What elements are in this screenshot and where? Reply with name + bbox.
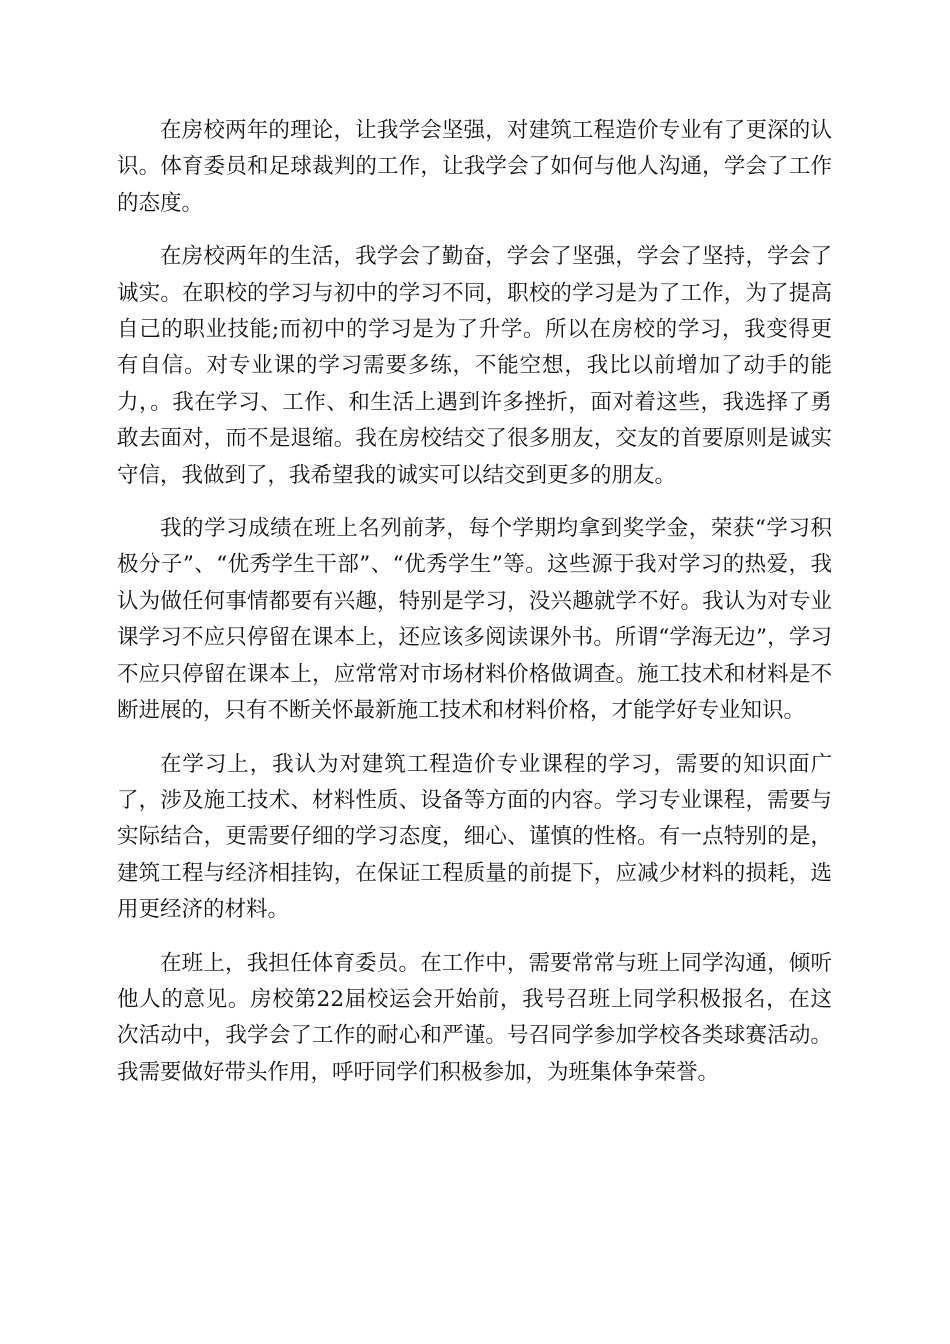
paragraph-5: 在班上，我担任体育委员。在工作中，需要常常与班上同学沟通，倾听他人的意见。房校第22届校运会开始前，我号召班上同学积极报名，在这次活动中，我学会了工作的耐心和严谨。号召同学参加学校各类球赛活动。我需要做好带头作用，呼吁同学们积极参加，为班集体争荣誉。	[117, 950, 832, 1085]
document-body	[117, 113, 832, 1108]
paragraph-2: 在房校两年的生活，我学会了勤奋，学会了坚强，学会了坚持，学会了诚实。在职校的学习与初中的学习不同，职校的学习是为了工作，为了提高自己的职业技能;而初中的学习是为了升学。所以在房校的学习，我变得更有自信。对专业课的学习需要多练，不能空想，我比以前增加了动手的能力，。我在学习、工作、和生活上遇到许多挫折，面对着这些，我选择了勇敢去面对，而不是退缩。我在房校结交了很多朋友，交友的首要原则是诚实守信，我做到了，我希望我的诚实可以结交到更多的朋友。	[117, 244, 832, 488]
paragraph-3: 我的学习成绩在班上名列前茅，每个学期均拿到奖学金，荣获“学习积极分子”、“优秀学生干部”、“优秀学生”等。这些源于我对学习的热爱，我认为做任何事情都要有兴趣，特别是学习，没兴趣就学不好。我认为对专业课学习不应只停留在课本上，还应该多阅读课外书。所谓“学海无边”，学习不应只停留在课本上，应常常对市场材料价格做调查。施工技术和材料是不断进展的，只有不断关怀最新施工技术和材料价格，才能学好专业知识。	[117, 516, 832, 724]
paragraph-4: 在学习上，我认为对建筑工程造价专业课程的学习，需要的知识面广了，涉及施工技术、材料性质、设备等方面的内容。学习专业课程，需要与实际结合，更需要仔细的学习态度，细心、谨慎的性格。有一点特别的是，建筑工程与经济相挂钩，在保证工程质量的前提下，应减少材料的损耗，选用更经济的材料。	[117, 751, 832, 923]
paragraph-1: 在房校两年的理论，让我学会坚强，对建筑工程造价专业有了更深的认识。体育委员和足球裁判的工作，让我学会了如何与他人沟通，学会了工作的态度。	[117, 118, 832, 216]
